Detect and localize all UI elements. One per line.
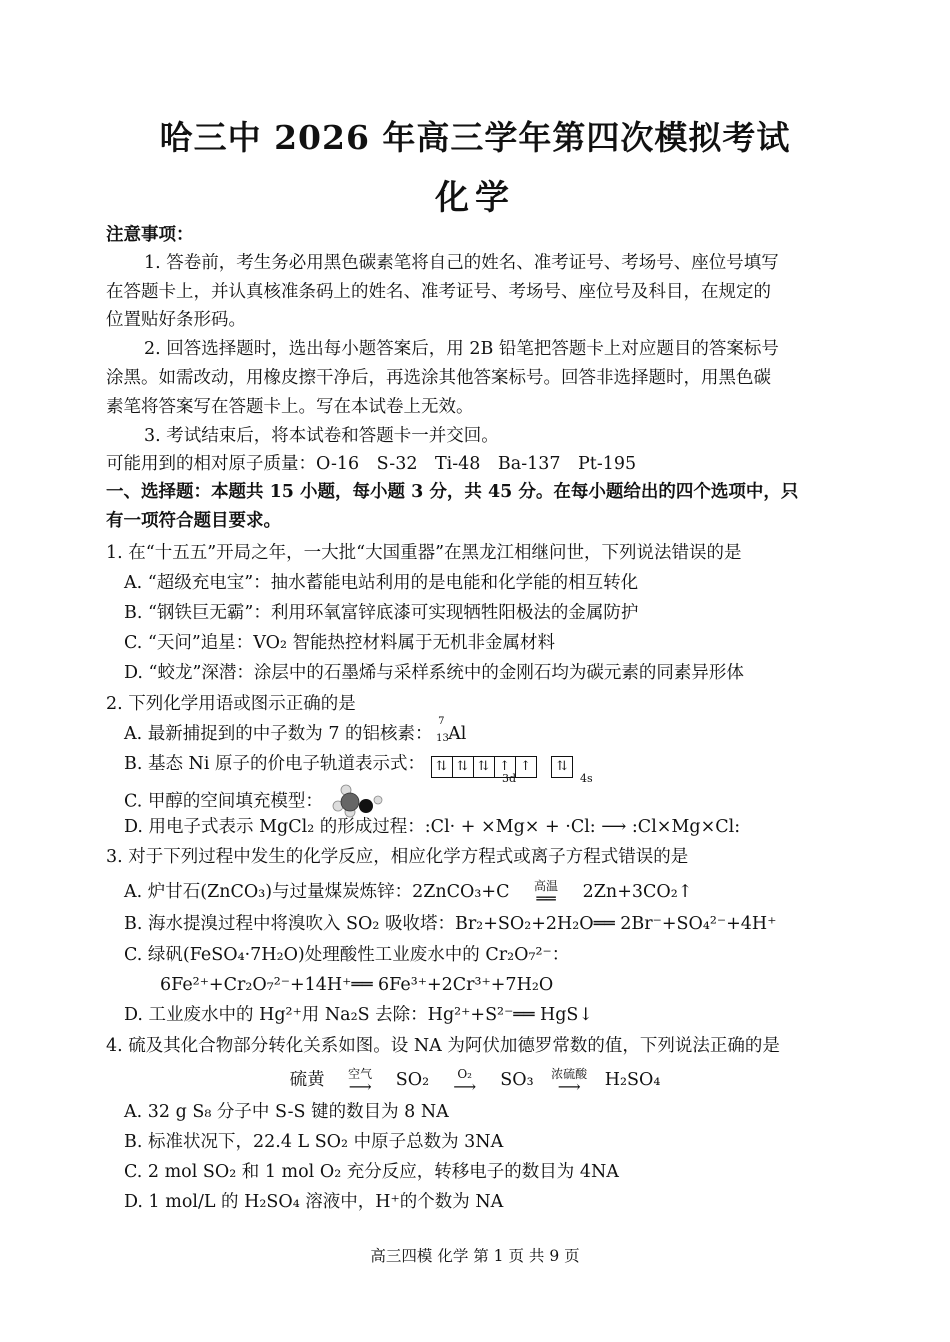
notice-item2-line3: 素笔将答案写在答题卡上。写在本试卷上无效。 [106, 397, 474, 417]
q3-option-d: D. 工业废水中的 Hg²⁺用 Na₂S 去除：Hg²⁺+S²⁻══ HgS↓ [124, 1005, 594, 1025]
q2-option-c-text: C. 甲醇的空间填充模型： [124, 791, 323, 812]
arrow-conc-sulfuric: 浓硫酸 ⟶ [551, 1066, 588, 1096]
q4-option-a: A. 32 g S₈ 分子中 S-S 键的数目为 8 NA [124, 1102, 449, 1122]
q2-option-a-text: A. 最新捕捉到的中子数为 7 的铝核素： [124, 724, 433, 744]
sulfur-conversion-chain: 硫黄 空气 ⟶ SO₂ O₂ ⟶ SO₃ 浓硫酸 ⟶ H₂SO₄ [289, 1066, 661, 1096]
q2-option-d-text: D. 用电子式表示 MgCl₂ 的形成过程： [124, 817, 425, 837]
notice-heading: 注意事项： [106, 225, 194, 245]
q3-option-c-line2: 6Fe²⁺+Cr₂O₇²⁻+14H⁺══ 6Fe³⁺+2Cr³⁺+7H₂O [160, 975, 554, 995]
q1-option-b: B. “钢铁巨无霸”：利用环氧富锌底漆可实现牺牲阳极法的金属防护 [124, 603, 639, 623]
q1-option-d: D. “蛟龙”深潜：涂层中的石墨烯与采样系统中的金刚石均为碳元素的同素异形体 [124, 663, 744, 683]
q1-stem: 1. 在“十五五”开局之年，一大批“大国重器”在黑龙江相继问世，下列说法错误的是 [106, 543, 742, 563]
q3-option-b: B. 海水提溴过程中将溴吹入 SO₂ 吸收塔：Br₂+SO₂+2H₂O══ 2Br⁻+SO₄²⁻+4H⁺ [124, 914, 777, 934]
notice-item1-line1: 1. 答卷前，考生务必用黑色碳素笔将自己的姓名、准考证号、考场号、座位号填写 [144, 253, 779, 273]
exam-title: 哈三中 2026 年高三学年第四次模拟考试 [159, 118, 791, 157]
orbital-diagram-3d: ⇅ ⇅ ⇅ ↑ ↑ [431, 750, 536, 780]
section1-heading-line1: 一、选择题：本题共 15 小题，每小题 3 分，共 45 分。在每小题给出的四个选项中，只 [106, 482, 799, 502]
q2-option-a [124, 716, 850, 749]
high-temp-condition: 高温 ══ [534, 878, 559, 908]
q1-option-a: A. “超级充电宝”：抽水蓄能电站利用的是电能和化学能的相互转化 [124, 573, 639, 593]
q3-option-c-line1: C. 绿矾(FeSO₄·7H₂O)处理酸性工业废水中的 Cr₂O₇²⁻： [124, 945, 570, 965]
q2-option-b-text: B. 基态 Ni 原子的价电子轨道表示式： [124, 754, 426, 774]
q4-stem: 4. 硫及其化合物部分转化关系如图。设 NA 为阿伏加德罗常数的值，下列说法正确的是 [106, 1036, 780, 1056]
mgcl2-electron-formula: :Cl· + ×Mg× + ·Cl: ⟶ :Cl×Mg×Cl: [424, 817, 741, 837]
notice-item1-line2: 在答题卡上，并认真核准条码上的姓名、准考证号、考场号、座位号及科目，在规定的 [106, 282, 771, 302]
q4-option-c: C. 2 mol SO₂ 和 1 mol O₂ 充分反应，转移电子的数目为 4NA [124, 1162, 619, 1182]
q2-option-d [124, 812, 850, 842]
q2-stem: 2. 下列化学用语或图示正确的是 [106, 694, 356, 714]
aluminum-nuclide-symbol: 7 13 Al [436, 716, 467, 744]
page-footer: 高三四模 化学 第 1 页 共 9 页 [370, 1247, 580, 1265]
notice-item3: 3. 考试结束后，将本试卷和答题卡一并交回。 [144, 426, 499, 446]
notice-item2-line2: 涂黑。如需改动，用橡皮擦干净后，再选涂其他答案标号。回答非选择题时，用黑色碳 [106, 368, 771, 388]
q3-option-a: A. 炉甘石(ZnCO₃)与过量煤炭炼锌：2ZnCO₃+C 高温 ══ 2Zn+3CO₂↑ [124, 878, 693, 908]
q3-stem: 3. 对于下列过程中发生的化学反应，相应化学方程式或离子方程式错误的是 [106, 847, 689, 867]
orbital-diagram-4s: ⇅ [551, 750, 572, 780]
q4-option-d: D. 1 mol/L 的 H₂SO₄ 溶液中，H⁺的个数为 NA [124, 1192, 504, 1212]
arrow-air: 空气 ⟶ [348, 1066, 373, 1096]
subject-title: 化学 [435, 178, 515, 218]
q1-option-c: C. “天问”追星：VO₂ 智能热控材料属于无机非金属材料 [124, 633, 556, 653]
notice-item1-line3: 位置贴好条形码。 [106, 310, 246, 330]
orbital-label-4s: 4s [580, 772, 593, 785]
q4-option-b: B. 标准状况下，22.4 L SO₂ 中原子总数为 3NA [124, 1132, 504, 1152]
arrow-oxygen: O₂ ⟶ [453, 1066, 477, 1096]
atomic-mass-line: 可能用到的相对原子质量：O-16 S-32 Ti-48 Ba-137 Pt-195 [106, 454, 637, 474]
notice-item2-line1: 2. 回答选择题时，选出每小题答案后，用 2B 铅笔把答题卡上对应题目的答案标号 [144, 339, 779, 359]
section1-heading-line2: 有一项符合题目要求。 [106, 511, 281, 531]
orbital-label-3d: 3d [502, 772, 517, 785]
